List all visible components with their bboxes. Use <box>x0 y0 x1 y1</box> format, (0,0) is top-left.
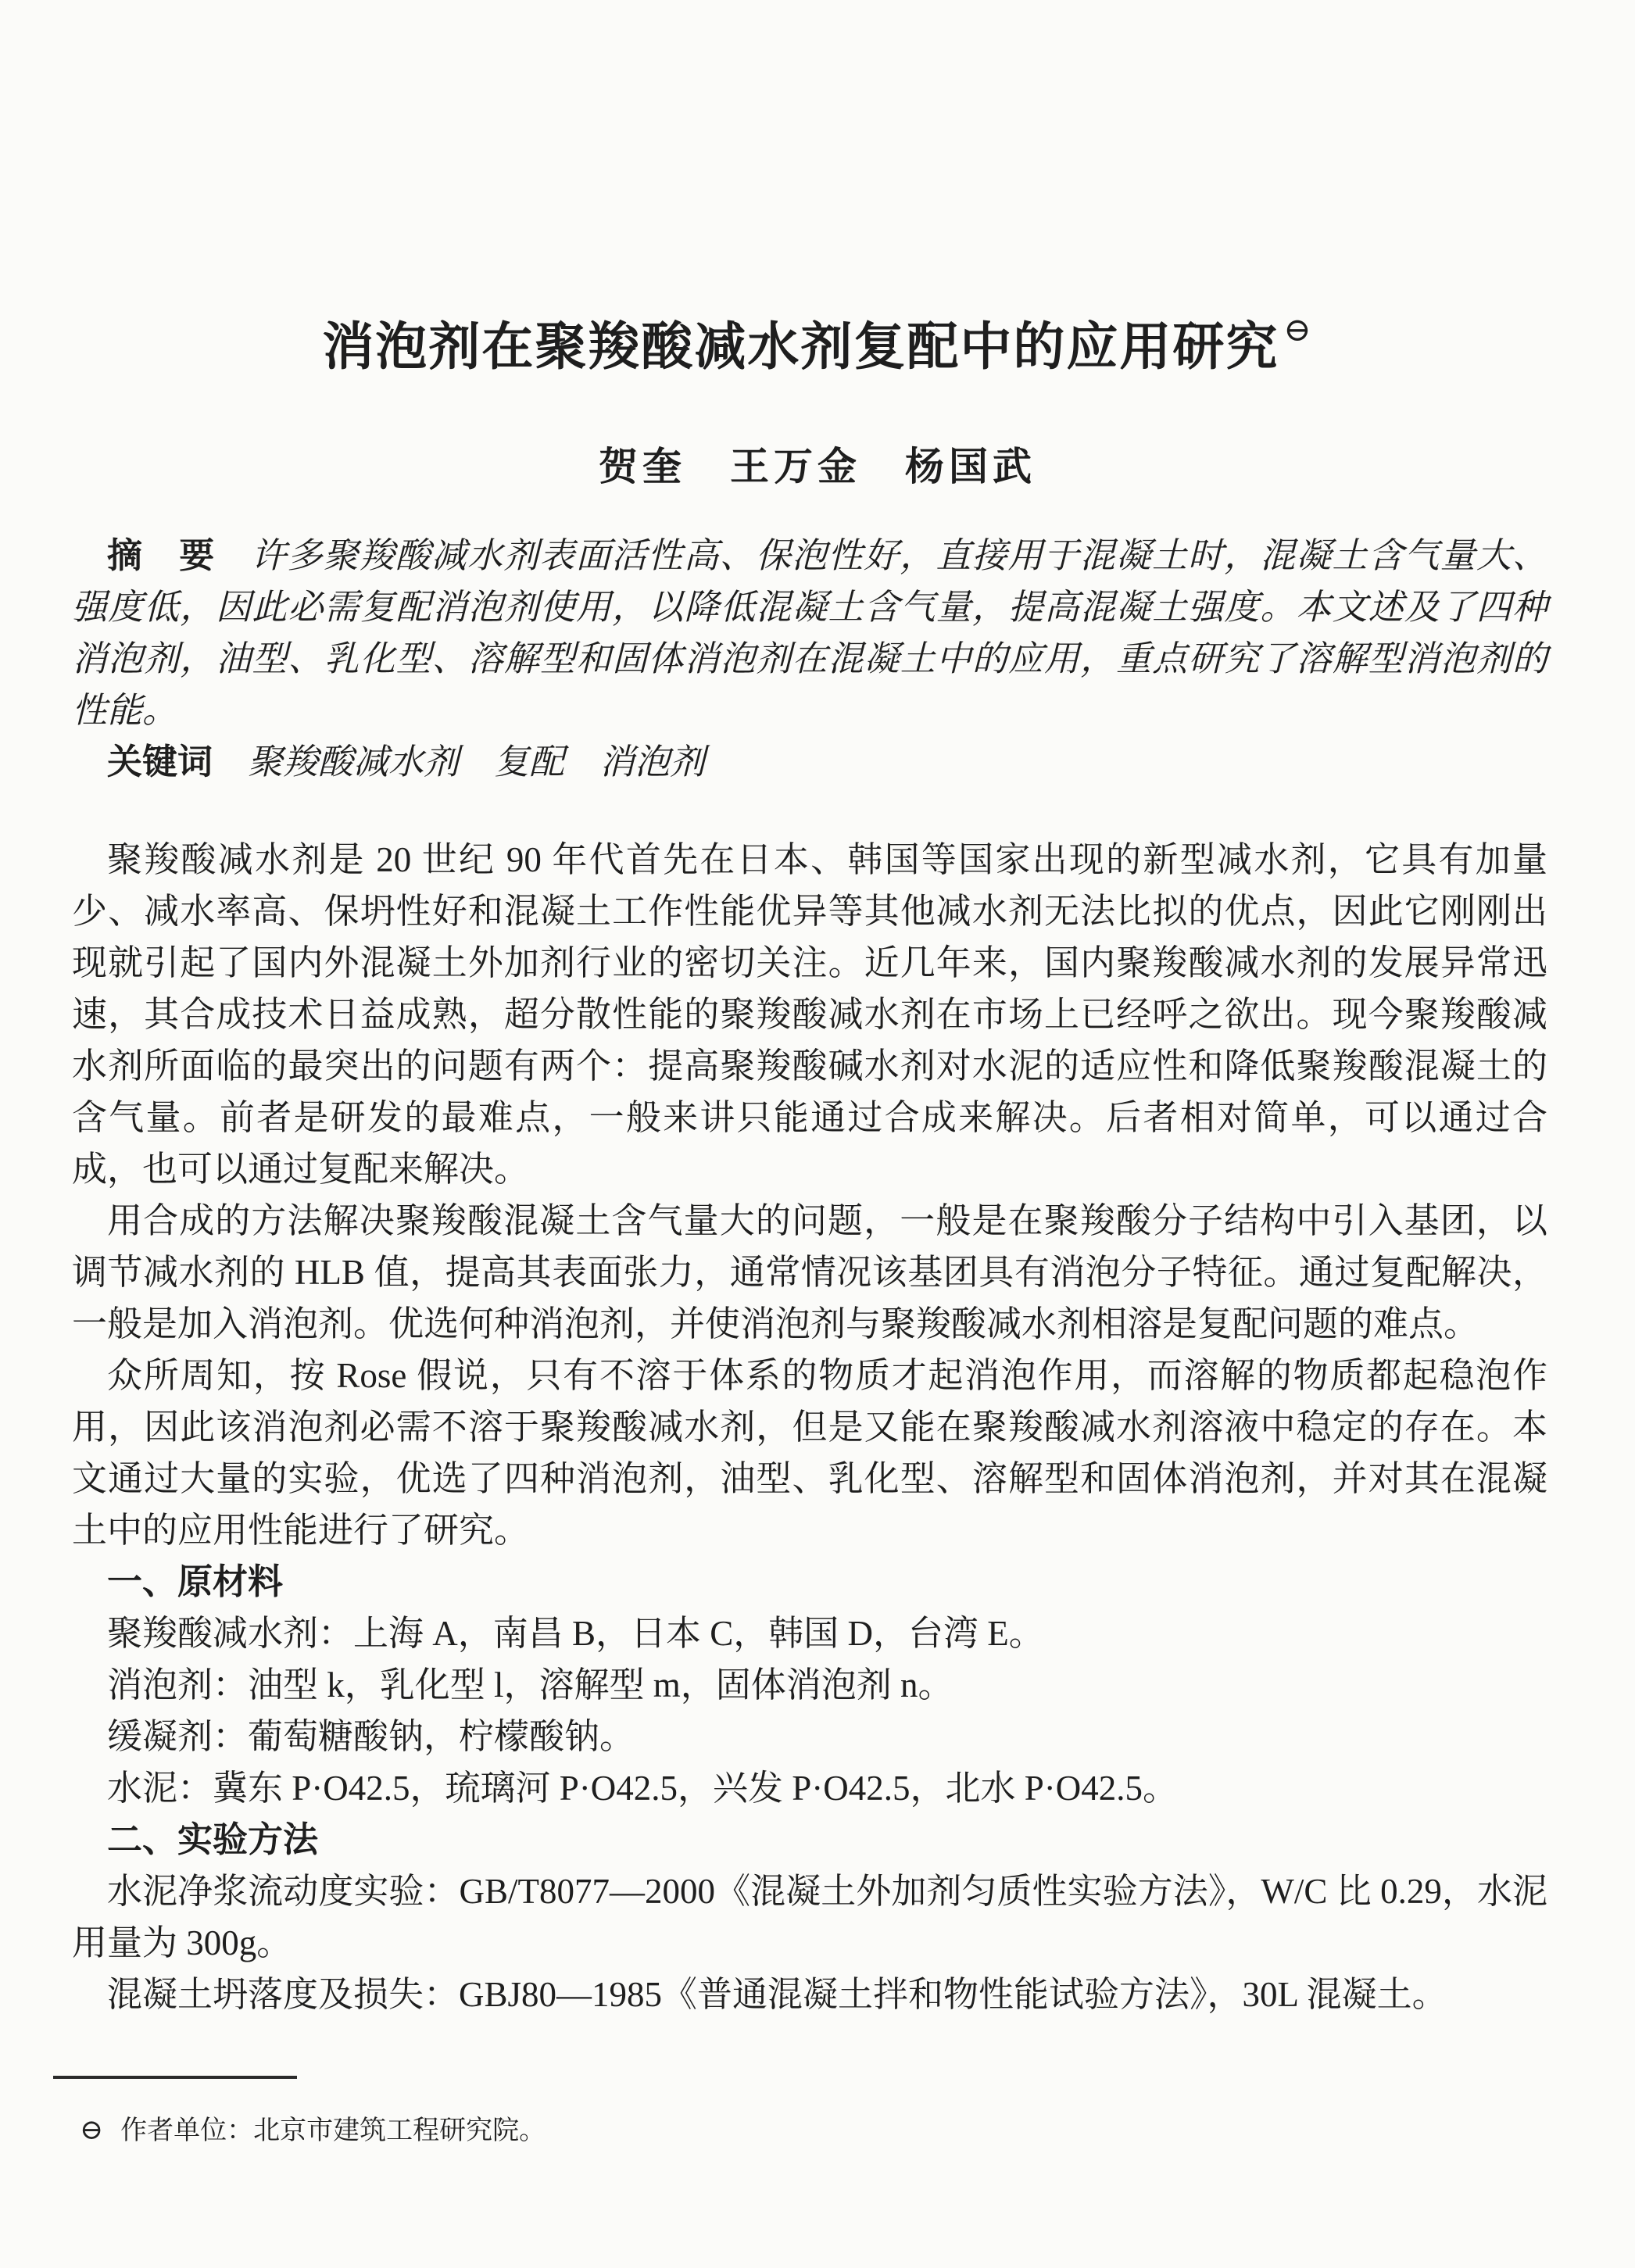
materials-line-defoamer: 消泡剂：油型 k，乳化型 l，溶解型 m，固体消泡剂 n。 <box>107 1665 953 1705</box>
footnote <box>80 2112 1538 2149</box>
methods-line-paste-fluidity: 水泥净浆流动度实验：GB/T8077—2000《混凝土外加剂匀质性实验方法》，W/C 比 0.29，水泥用量为 300g。 <box>72 1872 1547 1962</box>
keywords-label: 关键词 <box>107 742 213 782</box>
materials-line-retarder: 缓凝剂：葡萄糖酸钠，柠檬酸钠。 <box>107 1717 635 1756</box>
page-title <box>0 313 1635 377</box>
keywords-text: 聚羧酸减水剂 复配 消泡剂 <box>248 742 706 782</box>
footnote-block <box>53 2076 1538 2149</box>
footnote-text: 作者单位：北京市建筑工程研究院。 <box>120 2116 546 2145</box>
circled-one-icon: ⊖ <box>80 2114 104 2145</box>
section-heading-materials: 一、原材料 <box>107 1562 284 1601</box>
methods-line-slump: 混凝土坍落度及损失：GBJ80—1985《普通混凝土拌和物性能试验方法》，30L 混凝土。 <box>107 1975 1447 2014</box>
keywords-paragraph <box>72 736 1547 788</box>
footnote-divider <box>53 2076 297 2079</box>
page-title-text: 消泡剂在聚羧酸减水剂复配中的应用研究 <box>322 319 1279 377</box>
body-paragraph-2: 用合成的方法解决聚羧酸混凝土含气量大的问题，一般是在聚羧酸分子结构中引入基团，以调节减水剂的 HLB 值，提高其表面张力，通常情况该基团具有消泡分子特征。通过复配解决，一般是加入消泡剂。优选何种消泡剂，并使消泡剂与聚羧酸减水剂相溶是复配问题的难点。 <box>72 1201 1547 1343</box>
circled-one-icon: ⊖ <box>1283 313 1313 349</box>
authors: 贺奎 王万金 杨国武 <box>599 445 1036 488</box>
section-heading-methods: 二、实验方法 <box>107 1820 319 1859</box>
abstract-paragraph <box>72 530 1547 736</box>
materials-line-superplasticizer: 聚羧酸减水剂：上海 A，南昌 B，日本 C，韩国 D，台湾 E。 <box>107 1614 1044 1653</box>
abstract-block <box>72 530 1547 788</box>
materials-line-cement: 水泥：冀东 P·O42.5，琉璃河 P·O42.5，兴发 P·O42.5，北水 P·O42.5。 <box>107 1769 1179 1808</box>
body-paragraph-1: 聚羧酸减水剂是 20 世纪 90 年代首先在日本、韩国等国家出现的新型减水剂，它具有加量少、减水率高、保坍性好和混凝土工作性能优异等其他减水剂无法比拟的优点，因此它刚刚出现就引起了国内外混凝土外加剂行业的密切关注。近几年来，国内聚羧酸减水剂的发展异常迅速，其合成技术日益成熟，超分散性能的聚羧酸减水剂在市场上已经呼之欲出。现今聚羧酸减水剂所面临的最突出的问题有两个：提高聚羧酸碱水剂对水泥的适应性和降低聚羧酸混凝土的含气量。前者是研发的最难点，一般来讲只能通过合成来解决。后者相对简单，可以通过合成，也可以通过复配来解决。 <box>72 840 1547 1189</box>
body-paragraph-3: 众所周知，按 Rose 假说，只有不溶于体系的物质才起消泡作用，而溶解的物质都起稳泡作用，因此该消泡剂必需不溶于聚羧酸减水剂，但是又能在聚羧酸减水剂溶液中稳定的存在。本文通过大量的实验，优选了四种消泡剂，油型、乳化型、溶解型和固体消泡剂，并对其在混凝土中的应用性能进行了研究。 <box>72 1356 1547 1550</box>
abstract-text: 许多聚羧酸减水剂表面活性高、保泡性好，直接用于混凝土时，混凝土含气量大、强度低，因此必需复配消泡剂使用，以降低混凝土含气量，提高混凝土强度。本文述及了四种消泡剂，油型、乳化型、溶解型和固体消泡剂在混凝土中的应用，重点研究了溶解型消泡剂的性能。 <box>72 536 1547 730</box>
abstract-label: 摘 要 <box>107 536 216 575</box>
body-block <box>72 834 1547 2020</box>
